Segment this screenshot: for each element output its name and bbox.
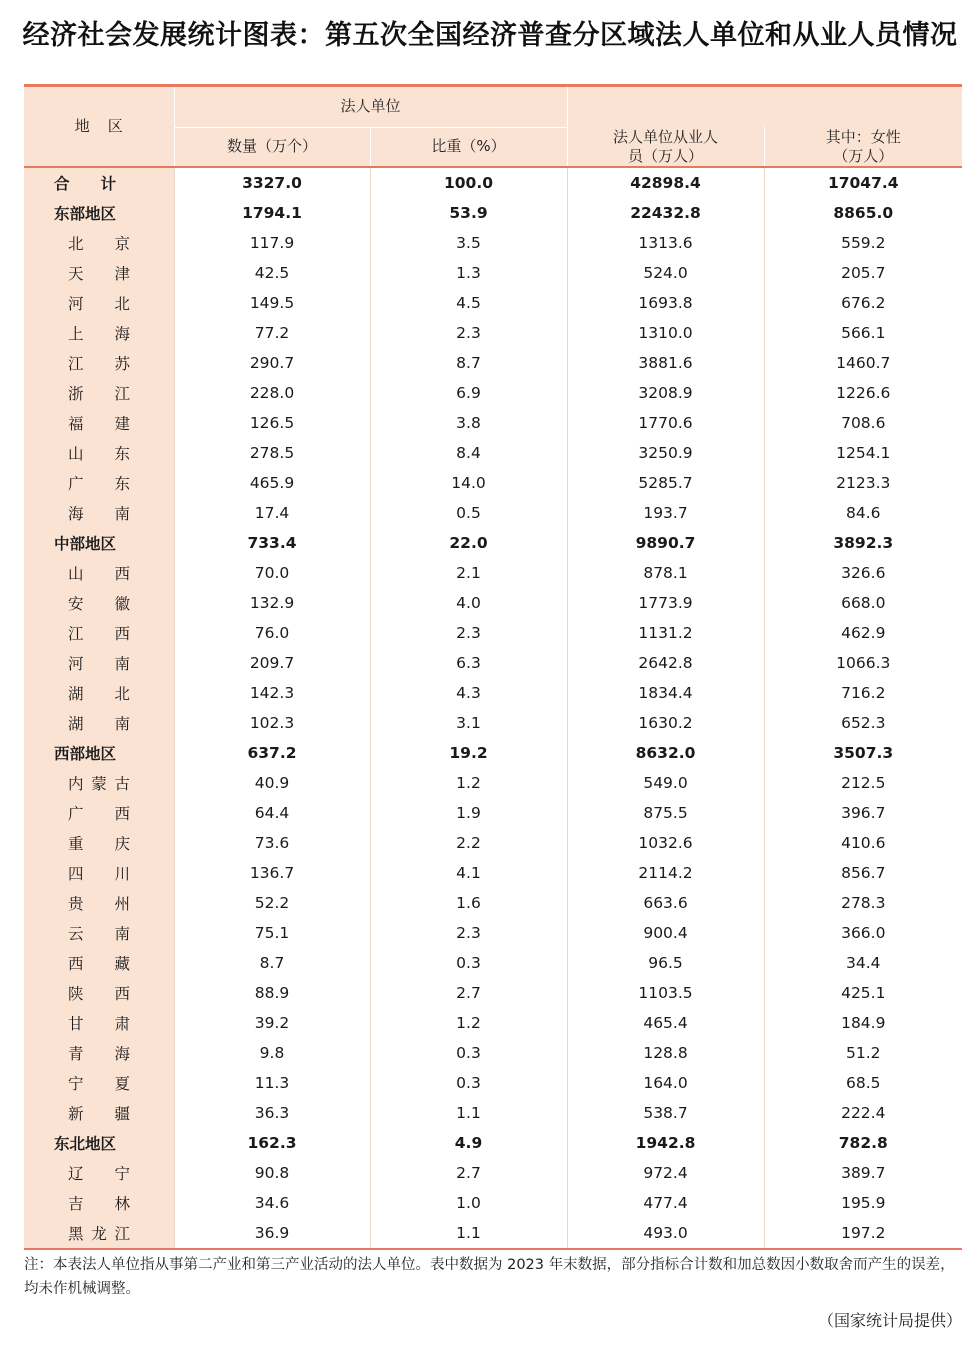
employees-cell: 477.4 — [567, 1188, 764, 1218]
employees-cell: 1131.2 — [567, 618, 764, 648]
statistics-table — [24, 87, 962, 1250]
region-cell — [24, 1128, 174, 1158]
share-cell: 1.9 — [370, 798, 567, 828]
region-cell — [24, 1008, 174, 1038]
quantity-cell: 142.3 — [174, 678, 370, 708]
employees-cell: 1310.0 — [567, 318, 764, 348]
table-row — [24, 858, 962, 888]
quantity-cell: 40.9 — [174, 768, 370, 798]
region-cell — [24, 648, 174, 678]
share-cell: 1.0 — [370, 1188, 567, 1218]
region-cell — [24, 678, 174, 708]
employees-cell: 524.0 — [567, 258, 764, 288]
quantity-cell: 290.7 — [174, 348, 370, 378]
female-cell: 782.8 — [764, 1128, 962, 1158]
female-cell: 68.5 — [764, 1068, 962, 1098]
female-cell: 3892.3 — [764, 528, 962, 558]
region-label: 湖北 — [68, 685, 130, 703]
region-label: 山西 — [68, 565, 130, 583]
employees-cell: 96.5 — [567, 948, 764, 978]
female-cell: 17047.4 — [764, 167, 962, 198]
region-cell — [24, 288, 174, 318]
region-label: 河南 — [68, 655, 130, 673]
page-title: 经济社会发展统计图表：第五次全国经济普查分区域法人单位和从业人员情况 — [22, 20, 958, 51]
female-cell: 195.9 — [764, 1188, 962, 1218]
share-cell: 2.7 — [370, 1158, 567, 1188]
region-cell — [24, 348, 174, 378]
quantity-cell: 64.4 — [174, 798, 370, 828]
quantity-cell: 8.7 — [174, 948, 370, 978]
employees-cell: 1103.5 — [567, 978, 764, 1008]
employees-cell: 9890.7 — [567, 528, 764, 558]
region-cell — [24, 1158, 174, 1188]
region-cell — [24, 438, 174, 468]
female-cell: 708.6 — [764, 408, 962, 438]
employees-cell: 5285.7 — [567, 468, 764, 498]
region-label: 黑龙江 — [68, 1225, 130, 1243]
table-row — [24, 708, 962, 738]
share-cell: 6.3 — [370, 648, 567, 678]
region-label: 宁夏 — [68, 1075, 130, 1093]
employees-cell: 878.1 — [567, 558, 764, 588]
region-cell — [24, 828, 174, 858]
table-row — [24, 1128, 962, 1158]
share-cell: 0.3 — [370, 1068, 567, 1098]
employees-cell: 900.4 — [567, 918, 764, 948]
region-cell — [24, 318, 174, 348]
statistics-table-wrap — [24, 87, 962, 1250]
region-cell — [24, 528, 174, 558]
share-cell: 2.3 — [370, 618, 567, 648]
female-cell: 425.1 — [764, 978, 962, 1008]
quantity-cell: 126.5 — [174, 408, 370, 438]
region-cell — [24, 258, 174, 288]
table-row — [24, 378, 962, 408]
quantity-cell: 102.3 — [174, 708, 370, 738]
employees-cell: 3250.9 — [567, 438, 764, 468]
table-row — [24, 828, 962, 858]
table-row — [24, 438, 962, 468]
share-cell: 3.8 — [370, 408, 567, 438]
share-cell: 1.3 — [370, 258, 567, 288]
share-cell: 4.3 — [370, 678, 567, 708]
employees-cell: 1770.6 — [567, 408, 764, 438]
employees-cell: 538.7 — [567, 1098, 764, 1128]
female-cell: 396.7 — [764, 798, 962, 828]
employees-cell: 1693.8 — [567, 288, 764, 318]
region-label: 北京 — [68, 235, 130, 253]
female-cell: 668.0 — [764, 588, 962, 618]
region-label: 四川 — [68, 865, 130, 883]
share-cell: 22.0 — [370, 528, 567, 558]
quantity-cell: 42.5 — [174, 258, 370, 288]
table-row — [24, 228, 962, 258]
region-label: 合计 — [54, 175, 116, 193]
region-label: 辽宁 — [68, 1165, 130, 1183]
female-cell: 84.6 — [764, 498, 962, 528]
share-cell: 1.1 — [370, 1098, 567, 1128]
quantity-cell: 162.3 — [174, 1128, 370, 1158]
table-row — [24, 588, 962, 618]
female-cell: 184.9 — [764, 1008, 962, 1038]
header-legal-units: 法人单位 — [174, 87, 567, 127]
employees-cell: 42898.4 — [567, 167, 764, 198]
header-employees: 法人单位从业人员（万人） — [567, 127, 764, 167]
region-cell — [24, 768, 174, 798]
female-cell: 34.4 — [764, 948, 962, 978]
region-cell — [24, 888, 174, 918]
female-cell: 3507.3 — [764, 738, 962, 768]
female-cell: 652.3 — [764, 708, 962, 738]
table-row — [24, 198, 962, 228]
employees-cell: 1630.2 — [567, 708, 764, 738]
region-cell — [24, 918, 174, 948]
region-cell — [24, 1188, 174, 1218]
quantity-cell: 70.0 — [174, 558, 370, 588]
table-row — [24, 1008, 962, 1038]
quantity-cell: 36.3 — [174, 1098, 370, 1128]
quantity-cell: 77.2 — [174, 318, 370, 348]
employees-cell: 2114.2 — [567, 858, 764, 888]
employees-cell: 972.4 — [567, 1158, 764, 1188]
region-label: 西部地区 — [54, 745, 117, 763]
region-cell — [24, 978, 174, 1008]
employees-cell: 8632.0 — [567, 738, 764, 768]
female-cell: 1226.6 — [764, 378, 962, 408]
source-credit: （国家统计局提供） — [817, 1311, 962, 1330]
table-row — [24, 528, 962, 558]
table-row — [24, 258, 962, 288]
female-cell: 410.6 — [764, 828, 962, 858]
female-cell: 222.4 — [764, 1098, 962, 1128]
header-quantity: 数量（万个） — [174, 127, 370, 167]
share-cell: 3.5 — [370, 228, 567, 258]
table-row — [24, 798, 962, 828]
quantity-cell: 75.1 — [174, 918, 370, 948]
quantity-cell: 36.9 — [174, 1218, 370, 1249]
quantity-cell: 17.4 — [174, 498, 370, 528]
region-label: 广西 — [68, 805, 130, 823]
region-label: 浙江 — [68, 385, 130, 403]
table-row — [24, 948, 962, 978]
region-cell — [24, 588, 174, 618]
region-label: 福建 — [68, 415, 130, 433]
quantity-cell: 90.8 — [174, 1158, 370, 1188]
region-cell — [24, 708, 174, 738]
share-cell: 0.3 — [370, 948, 567, 978]
female-cell: 205.7 — [764, 258, 962, 288]
region-label: 东部地区 — [54, 205, 117, 223]
share-cell: 19.2 — [370, 738, 567, 768]
region-cell — [24, 228, 174, 258]
share-cell: 6.9 — [370, 378, 567, 408]
region-label: 青海 — [68, 1045, 130, 1063]
quantity-cell: 73.6 — [174, 828, 370, 858]
employees-cell: 663.6 — [567, 888, 764, 918]
region-label: 甘肃 — [68, 1015, 130, 1033]
table-row — [24, 648, 962, 678]
share-cell: 0.5 — [370, 498, 567, 528]
region-cell — [24, 1218, 174, 1249]
female-cell: 1460.7 — [764, 348, 962, 378]
share-cell: 4.1 — [370, 858, 567, 888]
share-cell: 0.3 — [370, 1038, 567, 1068]
quantity-cell: 3327.0 — [174, 167, 370, 198]
female-cell: 8865.0 — [764, 198, 962, 228]
female-cell: 566.1 — [764, 318, 962, 348]
table-row — [24, 1038, 962, 1068]
employees-cell: 493.0 — [567, 1218, 764, 1249]
employees-cell: 3881.6 — [567, 348, 764, 378]
employees-cell: 193.7 — [567, 498, 764, 528]
quantity-cell: 465.9 — [174, 468, 370, 498]
region-label: 内蒙古 — [68, 775, 130, 793]
region-label: 江苏 — [68, 355, 130, 373]
female-cell: 1254.1 — [764, 438, 962, 468]
region-cell — [24, 738, 174, 768]
region-cell — [24, 378, 174, 408]
table-row — [24, 618, 962, 648]
region-label: 上海 — [68, 325, 130, 343]
share-cell: 100.0 — [370, 167, 567, 198]
female-cell: 676.2 — [764, 288, 962, 318]
female-cell: 462.9 — [764, 618, 962, 648]
table-row — [24, 678, 962, 708]
table-row — [24, 348, 962, 378]
employees-cell: 1313.6 — [567, 228, 764, 258]
region-label: 江西 — [68, 625, 130, 643]
region-label: 天津 — [68, 265, 130, 283]
share-cell: 2.3 — [370, 918, 567, 948]
quantity-cell: 209.7 — [174, 648, 370, 678]
table-row — [24, 738, 962, 768]
share-cell: 4.5 — [370, 288, 567, 318]
share-cell: 1.2 — [370, 1008, 567, 1038]
female-cell: 212.5 — [764, 768, 962, 798]
female-cell: 559.2 — [764, 228, 962, 258]
share-cell: 2.3 — [370, 318, 567, 348]
quantity-cell: 132.9 — [174, 588, 370, 618]
region-cell — [24, 198, 174, 228]
region-cell — [24, 408, 174, 438]
footnote: 注：本表法人单位指从事第二产业和第三产业活动的法人单位。表中数据为 2023 年末数据，部分指标合计数和加总数因小数取舍而产生的误差，均未作机械调整。 — [24, 1257, 955, 1297]
female-cell: 389.7 — [764, 1158, 962, 1188]
region-label: 贵州 — [68, 895, 130, 913]
region-label: 东北地区 — [54, 1135, 117, 1153]
share-cell: 2.7 — [370, 978, 567, 1008]
region-label: 吉林 — [68, 1195, 130, 1213]
female-cell: 326.6 — [764, 558, 962, 588]
employees-cell: 465.4 — [567, 1008, 764, 1038]
table-row — [24, 558, 962, 588]
header-share: 比重（%） — [370, 127, 567, 167]
table-row — [24, 167, 962, 198]
quantity-cell: 637.2 — [174, 738, 370, 768]
quantity-cell: 9.8 — [174, 1038, 370, 1068]
region-label: 新疆 — [68, 1105, 130, 1123]
table-row — [24, 1098, 962, 1128]
table-row — [24, 468, 962, 498]
employees-cell: 2642.8 — [567, 648, 764, 678]
female-cell: 1066.3 — [764, 648, 962, 678]
employees-cell: 128.8 — [567, 1038, 764, 1068]
share-cell: 2.1 — [370, 558, 567, 588]
table-row — [24, 978, 962, 1008]
region-label: 安徽 — [68, 595, 130, 613]
region-cell — [24, 618, 174, 648]
region-label: 重庆 — [68, 835, 130, 853]
share-cell: 8.7 — [370, 348, 567, 378]
header-employees-group — [567, 87, 962, 127]
table-row — [24, 1158, 962, 1188]
region-cell — [24, 558, 174, 588]
region-cell — [24, 167, 174, 198]
employees-cell: 549.0 — [567, 768, 764, 798]
employees-cell: 1942.8 — [567, 1128, 764, 1158]
quantity-cell: 149.5 — [174, 288, 370, 318]
table-row — [24, 1188, 962, 1218]
female-cell: 716.2 — [764, 678, 962, 708]
table-row — [24, 318, 962, 348]
region-cell — [24, 1068, 174, 1098]
table-row — [24, 288, 962, 318]
share-cell: 1.1 — [370, 1218, 567, 1249]
employees-cell: 22432.8 — [567, 198, 764, 228]
quantity-cell: 136.7 — [174, 858, 370, 888]
quantity-cell: 117.9 — [174, 228, 370, 258]
region-label: 中部地区 — [54, 535, 117, 553]
table-row — [24, 408, 962, 438]
region-label: 河北 — [68, 295, 130, 313]
female-cell: 2123.3 — [764, 468, 962, 498]
quantity-cell: 88.9 — [174, 978, 370, 1008]
table-row — [24, 1068, 962, 1098]
region-cell — [24, 948, 174, 978]
share-cell: 53.9 — [370, 198, 567, 228]
header-region: 地区 — [24, 87, 174, 167]
female-cell: 197.2 — [764, 1218, 962, 1249]
share-cell: 2.2 — [370, 828, 567, 858]
share-cell: 14.0 — [370, 468, 567, 498]
employees-cell: 875.5 — [567, 798, 764, 828]
quantity-cell: 39.2 — [174, 1008, 370, 1038]
quantity-cell: 1794.1 — [174, 198, 370, 228]
table-row — [24, 768, 962, 798]
region-cell — [24, 1038, 174, 1068]
table-body — [24, 167, 962, 1249]
header-female: 其中：女性（万人） — [764, 127, 962, 167]
employees-cell: 1834.4 — [567, 678, 764, 708]
region-cell — [24, 798, 174, 828]
quantity-cell: 11.3 — [174, 1068, 370, 1098]
region-label: 海南 — [68, 505, 130, 523]
share-cell: 8.4 — [370, 438, 567, 468]
quantity-cell: 76.0 — [174, 618, 370, 648]
table-row — [24, 498, 962, 528]
employees-cell: 1032.6 — [567, 828, 764, 858]
quantity-cell: 228.0 — [174, 378, 370, 408]
region-label: 湖南 — [68, 715, 130, 733]
region-label: 云南 — [68, 925, 130, 943]
table-row — [24, 1218, 962, 1249]
quantity-cell: 52.2 — [174, 888, 370, 918]
region-label: 广东 — [68, 475, 130, 493]
employees-cell: 1773.9 — [567, 588, 764, 618]
quantity-cell: 733.4 — [174, 528, 370, 558]
share-cell: 3.1 — [370, 708, 567, 738]
female-cell: 366.0 — [764, 918, 962, 948]
female-cell: 856.7 — [764, 858, 962, 888]
employees-cell: 164.0 — [567, 1068, 764, 1098]
region-label: 西藏 — [68, 955, 130, 973]
region-cell — [24, 1098, 174, 1128]
share-cell: 4.9 — [370, 1128, 567, 1158]
table-row — [24, 918, 962, 948]
table-row — [24, 888, 962, 918]
quantity-cell: 34.6 — [174, 1188, 370, 1218]
share-cell: 1.6 — [370, 888, 567, 918]
region-label: 陕西 — [68, 985, 130, 1003]
quantity-cell: 278.5 — [174, 438, 370, 468]
female-cell: 51.2 — [764, 1038, 962, 1068]
employees-cell: 3208.9 — [567, 378, 764, 408]
region-cell — [24, 858, 174, 888]
share-cell: 4.0 — [370, 588, 567, 618]
female-cell: 278.3 — [764, 888, 962, 918]
region-cell — [24, 498, 174, 528]
region-cell — [24, 468, 174, 498]
region-label: 山东 — [68, 445, 130, 463]
share-cell: 1.2 — [370, 768, 567, 798]
